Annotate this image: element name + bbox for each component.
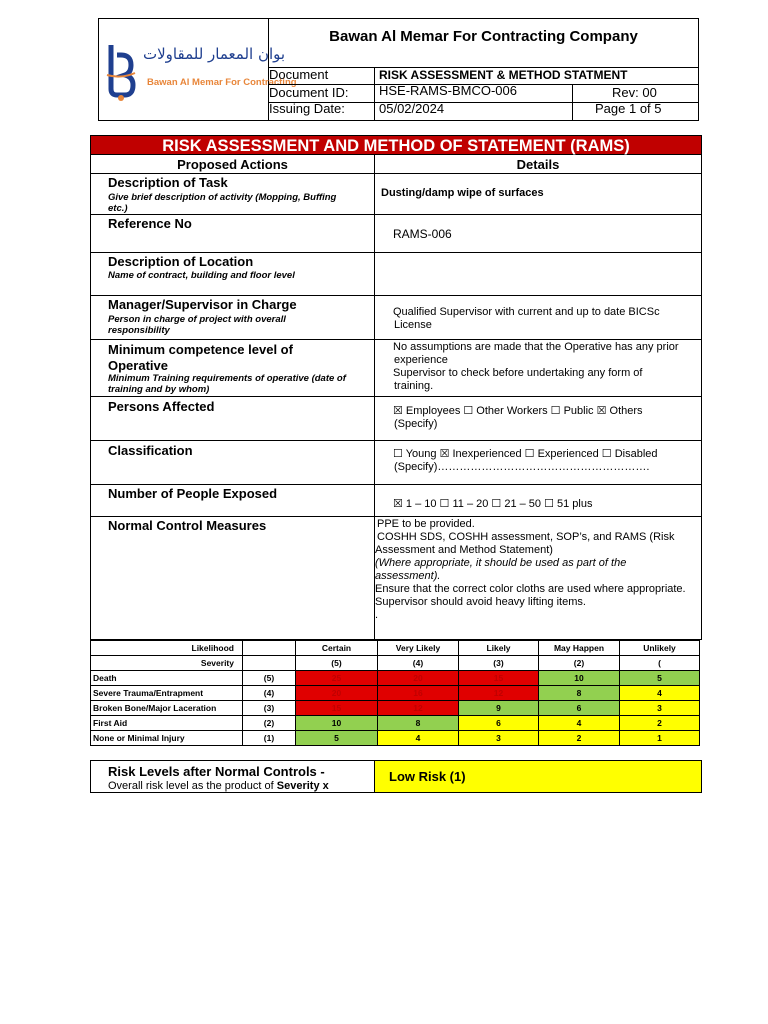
- manager-heading: Manager/Supervisor in Charge: [108, 297, 297, 312]
- likelihood-very-likely: Very Likely: [378, 641, 459, 656]
- risk-cell: 12: [378, 701, 459, 716]
- likelihood-score: (2): [539, 656, 620, 671]
- severity-row-death: [91, 671, 700, 686]
- persons-affected-options: ☒ Employees ☐ Other Workers ☐ Public ☒ Others: [393, 405, 643, 417]
- document-id-label: Document ID:: [269, 85, 349, 100]
- severity-row-broken-bone: [91, 701, 700, 716]
- col-details: Details: [516, 157, 560, 172]
- likelihood-certain: Certain: [296, 641, 378, 656]
- risk-cell: 12: [459, 686, 539, 701]
- risk-cell: 9: [459, 701, 539, 716]
- document-label: Document: [269, 67, 329, 82]
- risk-cell: 3: [620, 701, 700, 716]
- risk-cell: 20: [296, 686, 378, 701]
- control-line-1: PPE to be provided.: [377, 518, 475, 530]
- document-id-value: HSE-RAMS-BMCO-006: [379, 83, 517, 98]
- control-measures-heading: Normal Control Measures: [108, 518, 267, 533]
- severity-header-row: [91, 656, 700, 671]
- competence-heading-line2: Operative: [108, 358, 168, 373]
- persons-affected-heading: Persons Affected: [108, 399, 215, 414]
- severity-score: (4): [243, 686, 296, 701]
- control-line-6: Ensure that the correct color cloths are used where appropriate.: [375, 583, 686, 595]
- competence-subtext: Minimum Training requirements of operative (date of training and by whom): [108, 373, 346, 395]
- risk-cell: 25: [296, 671, 378, 686]
- row-number-exposed: [90, 485, 702, 517]
- control-line-3: Assessment and Method Statement): [375, 544, 553, 556]
- location-subtext: Name of contract, building and floor level: [108, 270, 295, 281]
- classification-specify: (Specify)………………………………………………….: [394, 461, 650, 473]
- company-logo: [99, 19, 297, 120]
- risk-cell: 8: [539, 686, 620, 701]
- number-exposed-options: ☒ 1 – 10 ☐ 11 – 20 ☐ 21 – 50 ☐ 51 plus: [393, 498, 593, 510]
- row-description-of-task: [90, 174, 702, 215]
- persons-affected-specify: (Specify): [394, 418, 438, 430]
- risk-level-value: Low Risk (1): [389, 769, 466, 784]
- logo-mark-icon: [99, 19, 268, 120]
- severity-score: (2): [243, 716, 296, 731]
- summary-heading: Risk Levels after Normal Controls -: [108, 764, 325, 779]
- severity-row-first-aid: [91, 716, 700, 731]
- risk-cell: 2: [620, 716, 700, 731]
- control-line-8: .: [375, 609, 379, 621]
- control-line-7: Supervisor should avoid heavy lifting items.: [375, 596, 586, 608]
- risk-cell: 4: [378, 731, 459, 746]
- risk-cell: 6: [539, 701, 620, 716]
- risk-cell: 6: [459, 716, 539, 731]
- likelihood-label: Likelihood: [91, 641, 243, 656]
- reference-heading: Reference No: [108, 216, 192, 231]
- risk-cell: 8: [378, 716, 459, 731]
- likelihood-score: (4): [378, 656, 459, 671]
- row-description-of-location: [90, 253, 702, 296]
- row-reference-no: [90, 215, 702, 253]
- risk-cell: 4: [539, 716, 620, 731]
- task-heading: Description of Task: [108, 175, 228, 190]
- revision-label: Rev: 00: [612, 85, 657, 100]
- document-value: RISK ASSESSMENT & METHOD STATMENT: [379, 68, 628, 82]
- manager-value-line1: Qualified Supervisor with current and up to date BICSc: [393, 306, 660, 318]
- risk-cell: 20: [378, 671, 459, 686]
- severity-label: Severity: [91, 656, 243, 671]
- severity-name: Broken Bone/Major Laceration: [91, 701, 243, 716]
- competence-value-line4: training.: [394, 380, 434, 392]
- location-value: [375, 253, 701, 295]
- control-line-2: COSHH SDS, COSHH assessment, SOP’s, and RAMS (Risk: [377, 531, 675, 543]
- issuing-date-row: [269, 103, 698, 120]
- risk-cell: 2: [539, 731, 620, 746]
- likelihood-likely: Likely: [459, 641, 539, 656]
- task-subtext: Give brief description of activity (Mopping, Buffing etc.): [108, 192, 337, 214]
- logo-english-text: Bawan Al Memar For Contracting: [147, 77, 297, 88]
- control-line-4: (Where appropriate, it should be used as part of the: [375, 557, 627, 569]
- severity-name: First Aid: [91, 716, 243, 731]
- col-proposed-actions: Proposed Actions: [177, 157, 288, 172]
- risk-cell: 16: [378, 686, 459, 701]
- likelihood-score: (3): [459, 656, 539, 671]
- classification-options: ☐ Young ☒ Inexperienced ☐ Experienced ☐ Disabled: [393, 448, 658, 460]
- risk-cell: 1: [620, 731, 700, 746]
- risk-matrix: [90, 640, 700, 746]
- severity-name: Severe Trauma/Entrapment: [91, 686, 243, 701]
- likelihood-score: (: [620, 656, 700, 671]
- risk-cell: 10: [296, 716, 378, 731]
- competence-value-line2: experience: [394, 354, 448, 366]
- competence-heading-line1: Minimum competence level of: [108, 342, 293, 357]
- summary-subtext: [108, 780, 329, 792]
- issuing-date-label: Issuing Date:: [269, 101, 345, 116]
- rams-title: RISK ASSESSMENT AND METHOD OF STATEMENT (RAMS): [90, 135, 702, 155]
- severity-name: Death: [91, 671, 243, 686]
- likelihood-may-happen: May Happen: [539, 641, 620, 656]
- risk-cell: 3: [459, 731, 539, 746]
- task-value: Dusting/damp wipe of surfaces: [381, 187, 544, 199]
- issuing-date-value: 05/02/2024: [379, 101, 445, 116]
- competence-value-line1: No assumptions are made that the Operative has any prior: [393, 341, 679, 353]
- severity-name: None or Minimal Injury: [91, 731, 243, 746]
- page-number: Page 1 of 5: [595, 101, 662, 116]
- severity-score: (5): [243, 671, 296, 686]
- logo-arabic-text: بوان المعمار للمقاولات: [143, 45, 286, 63]
- rams-column-headers: [90, 155, 702, 174]
- risk-level-summary: [90, 760, 702, 793]
- row-persons-affected: [90, 397, 702, 441]
- company-name: Bawan Al Memar For Contracting Company: [269, 19, 698, 68]
- row-manager-supervisor: [90, 296, 702, 340]
- severity-row-minimal-injury: [91, 731, 700, 746]
- severity-row-severe-trauma: [91, 686, 700, 701]
- severity-score: (1): [243, 731, 296, 746]
- row-classification: [90, 441, 702, 485]
- location-heading: Description of Location: [108, 254, 254, 269]
- risk-cell: 5: [296, 731, 378, 746]
- classification-heading: Classification: [108, 443, 193, 458]
- severity-score: (3): [243, 701, 296, 716]
- risk-cell: 5: [620, 671, 700, 686]
- likelihood-unlikely: Unlikely: [620, 641, 700, 656]
- competence-value-line3: Supervisor to check before undertaking any form of: [393, 367, 643, 379]
- likelihood-score: (5): [296, 656, 378, 671]
- number-exposed-heading: Number of People Exposed: [108, 486, 278, 501]
- risk-cell: 10: [539, 671, 620, 686]
- summary-value-cell: [375, 761, 701, 792]
- manager-value-line2: License: [394, 319, 432, 331]
- risk-cell: 15: [459, 671, 539, 686]
- risk-cell: 4: [620, 686, 700, 701]
- reference-value: RAMS-006: [393, 227, 452, 241]
- manager-subtext: Person in charge of project with overall responsibility: [108, 314, 286, 336]
- summary-subtext-prefix: Overall risk level as the product of: [108, 780, 277, 792]
- document-header: [98, 18, 699, 121]
- risk-cell: 15: [296, 701, 378, 716]
- likelihood-row: [91, 641, 700, 656]
- summary-subtext-bold: Severity x: [276, 780, 329, 792]
- row-normal-control-measures: [90, 517, 702, 640]
- control-line-5: assessment).: [375, 570, 441, 582]
- row-minimum-competence: [90, 340, 702, 397]
